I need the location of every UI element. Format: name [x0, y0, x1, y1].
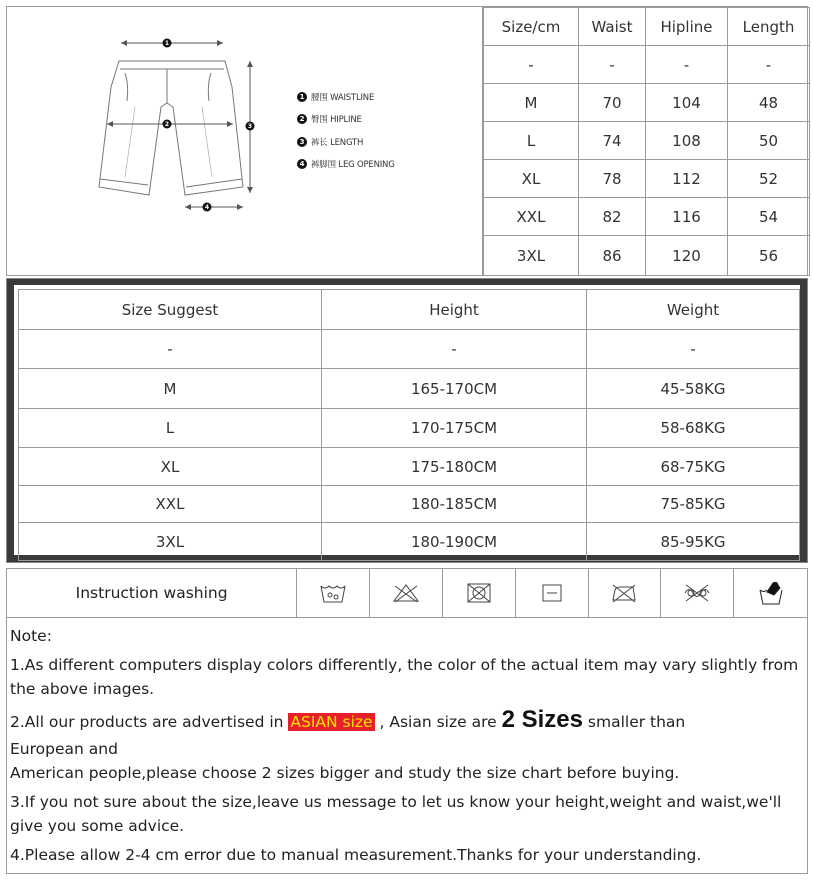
table-cell: 180-190CM	[322, 523, 587, 561]
table-cell: L	[19, 409, 322, 448]
table-cell: 68-75KG	[587, 448, 800, 486]
legend-item-waistline	[297, 91, 374, 103]
washing-label: Instruction washing	[7, 569, 297, 617]
table-cell: XL	[19, 448, 322, 486]
note-4: 4.Please allow 2-4 cm error due to manual measurement.Thanks for your understanding.	[10, 846, 702, 864]
table-cell: 116	[646, 198, 728, 236]
legend-item-length	[297, 136, 363, 148]
legend-item-hipline	[297, 113, 362, 125]
table-row	[19, 409, 800, 448]
table-row	[484, 84, 810, 122]
table-cell: XXL	[19, 486, 322, 523]
table-cell: 108	[646, 122, 728, 160]
table-cell: -	[322, 330, 587, 369]
table-cell: 3XL	[19, 523, 322, 561]
no-tumble-dry-icon	[443, 569, 516, 617]
table-cell: 85-95KG	[587, 523, 800, 561]
table-cell: 45-58KG	[587, 369, 800, 409]
shorts-measurement-illustration	[7, 7, 483, 275]
notes-section	[6, 618, 808, 874]
column-header: Height	[322, 290, 587, 330]
table-cell: L	[484, 122, 579, 160]
legend-label: 臀围 HIPLINE	[311, 115, 362, 125]
marker-1-label: 1	[164, 40, 170, 47]
table-row	[484, 122, 810, 160]
no-bleach-icon	[370, 569, 443, 617]
table-row	[19, 330, 800, 369]
no-dry-clean-icon	[661, 569, 734, 617]
table-cell: -	[484, 46, 579, 84]
wash-30-icon	[297, 569, 370, 617]
marker-2-label: 2	[164, 121, 170, 128]
legend-number: 2	[297, 114, 307, 124]
size-table	[483, 7, 810, 276]
column-header: Weight	[587, 290, 800, 330]
table-cell: 78	[579, 160, 646, 198]
table-cell: 50	[728, 122, 810, 160]
column-header: Length	[728, 8, 810, 46]
table-cell: 112	[646, 160, 728, 198]
table-cell: 3XL	[484, 236, 579, 276]
legend-number: 3	[297, 137, 307, 147]
hand-wash-icon	[734, 569, 807, 617]
size-suggest-section	[6, 278, 808, 563]
note-1: 1.As different computers display colors differently, the color of the actual item may vary slightly from the above images.	[10, 656, 799, 698]
table-row	[19, 448, 800, 486]
table-cell: -	[19, 330, 322, 369]
table-cell: 54	[728, 198, 810, 236]
legend-item-leg-opening	[297, 158, 395, 170]
table-row	[19, 523, 800, 561]
table-cell: 74	[579, 122, 646, 160]
table-cell: 165-170CM	[322, 369, 587, 409]
table-cell: 120	[646, 236, 728, 276]
two-sizes-emphasis: 2 Sizes	[501, 706, 583, 733]
note-2-text: 2.All our products are advertised in	[10, 713, 289, 731]
table-row	[484, 236, 810, 276]
asian-size-highlight: ASIAN size	[290, 713, 373, 731]
size-suggest-frame	[14, 285, 800, 555]
table-row	[484, 160, 810, 198]
table-cell: 82	[579, 198, 646, 236]
size-suggest-table	[18, 289, 800, 561]
table-cell: -	[646, 46, 728, 84]
table-cell: M	[484, 84, 579, 122]
table-cell: 70	[579, 84, 646, 122]
marker-4-label: 4	[204, 204, 210, 211]
note-2	[10, 708, 805, 734]
legend-label: 腰围 WAISTLINE	[311, 93, 375, 103]
note-title: Note:	[10, 627, 52, 645]
low-iron-icon	[589, 569, 662, 617]
table-cell: 170-175CM	[322, 409, 587, 448]
table-cell: 104	[646, 84, 728, 122]
note-2-continuation: European and	[10, 740, 118, 758]
legend-number: 1	[297, 92, 307, 102]
column-header: Size Suggest	[19, 290, 322, 330]
flat-dry-icon	[516, 569, 589, 617]
column-header: Hipline	[646, 8, 728, 46]
table-cell: 52	[728, 160, 810, 198]
shorts-diagram	[7, 7, 483, 275]
table-cell: -	[728, 46, 810, 84]
note-2-continuation: American people,please choose 2 sizes bigger and study the size chart before buying.	[10, 764, 680, 782]
note-3: 3.If you not sure about the size,leave us message to let us know your height,weight and waist,we'll give you some advice.	[10, 793, 782, 835]
note-2-text: , Asian size are	[374, 713, 502, 731]
marker-3-label: 3	[247, 123, 253, 130]
table-cell: XL	[484, 160, 579, 198]
table-cell: 86	[579, 236, 646, 276]
table-header-row	[19, 290, 800, 330]
column-header: Waist	[579, 8, 646, 46]
legend-label: 裤长 LENGTH	[311, 138, 364, 148]
table-cell: M	[19, 369, 322, 409]
legend-number: 4	[297, 159, 307, 169]
table-cell: 56	[728, 236, 810, 276]
table-row	[19, 486, 800, 523]
table-header-row	[484, 8, 810, 46]
table-cell: 180-185CM	[322, 486, 587, 523]
table-cell: 75-85KG	[587, 486, 800, 523]
washing-instructions	[6, 568, 808, 618]
legend-label: 裤脚围 LEG OPENING	[311, 160, 395, 170]
table-cell: XXL	[484, 198, 579, 236]
table-row	[484, 198, 810, 236]
size-chart-section	[6, 6, 808, 276]
note-2-text: smaller than	[582, 713, 686, 731]
table-cell: 175-180CM	[322, 448, 587, 486]
table-cell: -	[579, 46, 646, 84]
table-row	[19, 369, 800, 409]
column-header: Size/cm	[484, 8, 579, 46]
table-row	[484, 46, 810, 84]
table-cell: 48	[728, 84, 810, 122]
table-cell: -	[587, 330, 800, 369]
table-cell: 58-68KG	[587, 409, 800, 448]
